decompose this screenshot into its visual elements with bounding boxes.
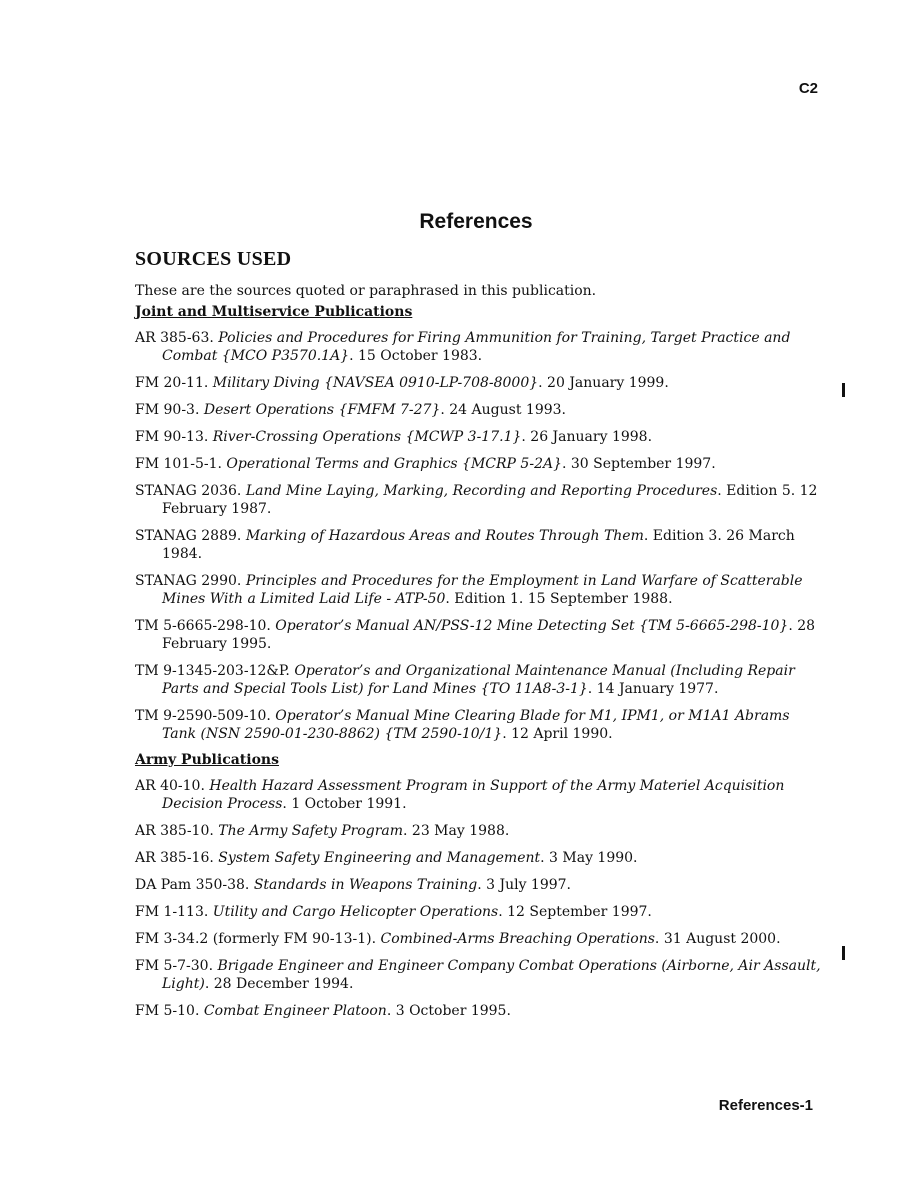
reference-item: TM 9-1345-203-12&P. Operator’s and Organizational Maintenance Manual (Including Repair Parts and Special Tools List) for Land Mines {TO 11A8-3-1}. 14 January 1977.: [135, 663, 795, 697]
section-title: SOURCES USED: [135, 248, 292, 270]
reference-item: AR 385-16. System Safety Engineering and Management. 3 May 1990.: [135, 850, 638, 866]
reference-item: AR 40-10. Health Hazard Assessment Program in Support of the Army Materiel Acquisition Decision Process. 1 October 1991.: [135, 778, 785, 812]
reference-item: FM 1-113. Utility and Cargo Helicopter Operations. 12 September 1997.: [135, 904, 652, 920]
change-marker: C2: [798, 80, 818, 97]
reference-item: AR 385-10. The Army Safety Program. 23 May 1988.: [135, 823, 510, 839]
reference-item: FM 3-34.2 (formerly FM 90-13-1). Combined-Arms Breaching Operations. 31 August 2000.: [135, 931, 781, 947]
reference-item: TM 9-2590-509-10. Operator’s Manual Mine Clearing Blade for M1, IPM1, or M1A1 Abrams Tank (NSN 2590-01-230-8862) {TM 2590-10/1}. 12 April 1990.: [135, 708, 790, 742]
reference-item: AR 385-63. Policies and Procedures for Firing Ammunition for Training, Target Practice and Combat {MCO P3570.1A}. 15 October 1983.: [135, 330, 791, 364]
reference-list-joint: [135, 329, 825, 743]
reference-item: STANAG 2036. Land Mine Laying, Marking, Recording and Reporting Procedures. Edition 5. 12 February 1987.: [135, 483, 818, 517]
reference-item: DA Pam 350-38. Standards in Weapons Training. 3 July 1997.: [135, 877, 572, 893]
revision-bar: [842, 383, 845, 397]
revision-bar: [842, 946, 845, 960]
page-title: References: [419, 210, 533, 233]
reference-item: FM 5-7-30. Brigade Engineer and Engineer Company Combat Operations (Airborne, Air Assault, Light). 28 December 1994.: [135, 958, 821, 992]
reference-item: FM 20-11. Military Diving {NAVSEA 0910-LP-708-8000}. 20 January 1999.: [135, 375, 669, 391]
reference-item: TM 5-6665-298-10. Operator’s Manual AN/PSS-12 Mine Detecting Set {TM 5-6665-298-10}. 28 February 1995.: [135, 618, 816, 652]
reference-item: FM 90-3. Desert Operations {FMFM 7-27}. 24 August 1993.: [135, 402, 566, 418]
page-footer: References-1: [718, 1097, 813, 1114]
references-content: [135, 248, 825, 1029]
reference-item: FM 101-5-1. Operational Terms and Graphics {MCRP 5-2A}. 30 September 1997.: [135, 456, 716, 472]
intro-text: These are the sources quoted or paraphrased in this publication.: [135, 283, 597, 299]
group-heading-army: Army Publications: [135, 752, 279, 768]
reference-item: STANAG 2990. Principles and Procedures for the Employment in Land Warfare of Scatterable Mines With a Limited Laid Life - ATP-50. Edition 1. 15 September 1988.: [135, 573, 803, 607]
reference-item: STANAG 2889. Marking of Hazardous Areas and Routes Through Them. Edition 3. 26 March 1984.: [135, 528, 795, 562]
reference-item: FM 90-13. River-Crossing Operations {MCWP 3-17.1}. 26 January 1998.: [135, 429, 653, 445]
reference-item: FM 5-10. Combat Engineer Platoon. 3 October 1995.: [135, 1003, 511, 1019]
group-heading-joint: Joint and Multiservice Publications: [135, 304, 413, 320]
reference-list-army: [135, 777, 825, 1020]
